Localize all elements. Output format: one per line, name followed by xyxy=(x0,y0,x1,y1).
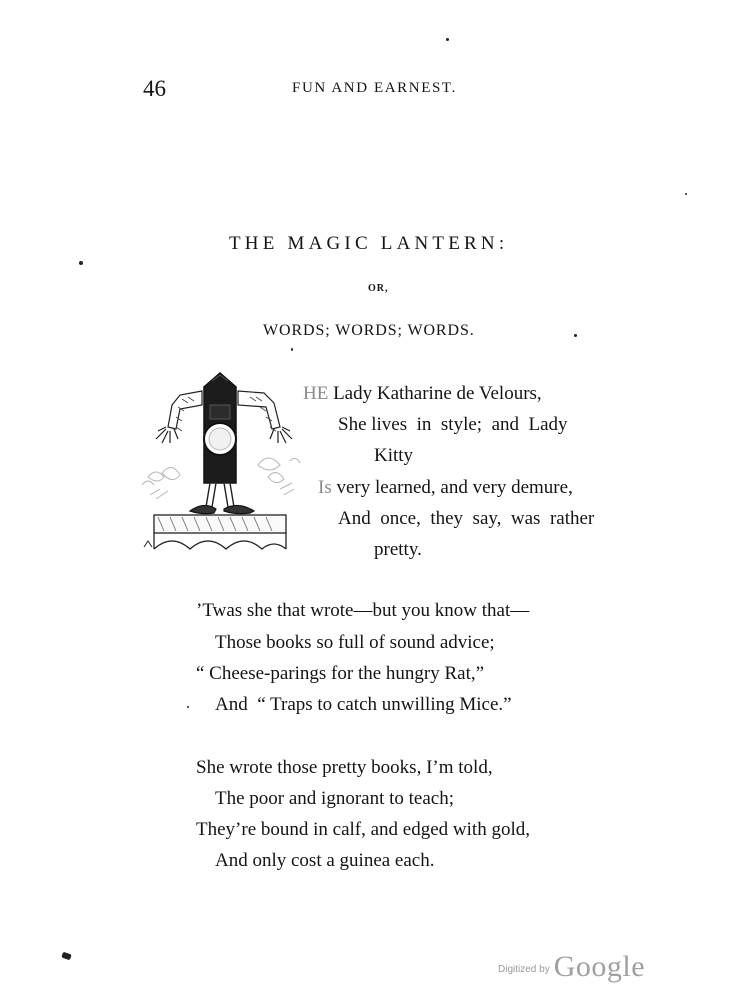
stanza1-line4 xyxy=(318,477,573,499)
stanza2-line4: And “ Traps to catch unwilling Mice.” xyxy=(215,694,512,715)
google-logo: Google xyxy=(553,950,646,983)
stanza2-line3: “ Cheese-parings for the hungry Rat,” xyxy=(196,663,485,684)
digitized-by-google-watermark xyxy=(498,950,645,984)
stanza1-line5: And once, they say, was rather xyxy=(338,508,595,529)
scan-speck xyxy=(79,261,83,265)
stanza3-line4: And only cost a guinea each. xyxy=(215,850,435,871)
running-head: FUN AND EARNEST. xyxy=(292,80,457,96)
watermark-digitized-by: Digitized by xyxy=(498,964,550,975)
stanza1-line2: She lives in style; and Lady xyxy=(338,414,568,435)
stanza1-line6: pretty. xyxy=(374,539,422,560)
stanza2-line2: Those books so full of sound advice; xyxy=(215,632,495,653)
scan-speck xyxy=(61,952,72,961)
poem-subtitle-or: OR, xyxy=(368,283,389,294)
poem-title: THE MAGIC LANTERN: xyxy=(229,233,509,254)
scan-speck xyxy=(291,348,293,351)
stanza1-line1-text: Lady Katharine de Velours, xyxy=(333,383,542,404)
dropcap-letters-he: HE xyxy=(303,383,329,404)
stanza3-line3: They’re bound in calf, and edged with gold, xyxy=(196,819,530,840)
stanza1-line4-text: very learned, and very demure, xyxy=(336,477,573,498)
stanza3-line2: The poor and ignorant to teach; xyxy=(215,788,455,809)
page-number: 46 xyxy=(143,76,166,101)
stanza3-line1: She wrote those pretty books, I’m told, xyxy=(196,757,493,778)
scan-speck xyxy=(446,38,449,41)
poem-subtitle: WORDS; WORDS; WORDS. xyxy=(263,322,475,339)
scan-speck xyxy=(187,706,189,708)
dropcap-letters-is: Is xyxy=(318,477,332,498)
magic-lantern-figure-icon xyxy=(140,365,305,557)
scan-speck xyxy=(574,334,577,337)
stanza1-line3: Kitty xyxy=(374,445,414,466)
stanza1-line1 xyxy=(303,383,542,405)
scan-speck xyxy=(685,193,687,195)
stanza2-line1: ’Twas she that wrote—but you know that— xyxy=(196,600,530,621)
